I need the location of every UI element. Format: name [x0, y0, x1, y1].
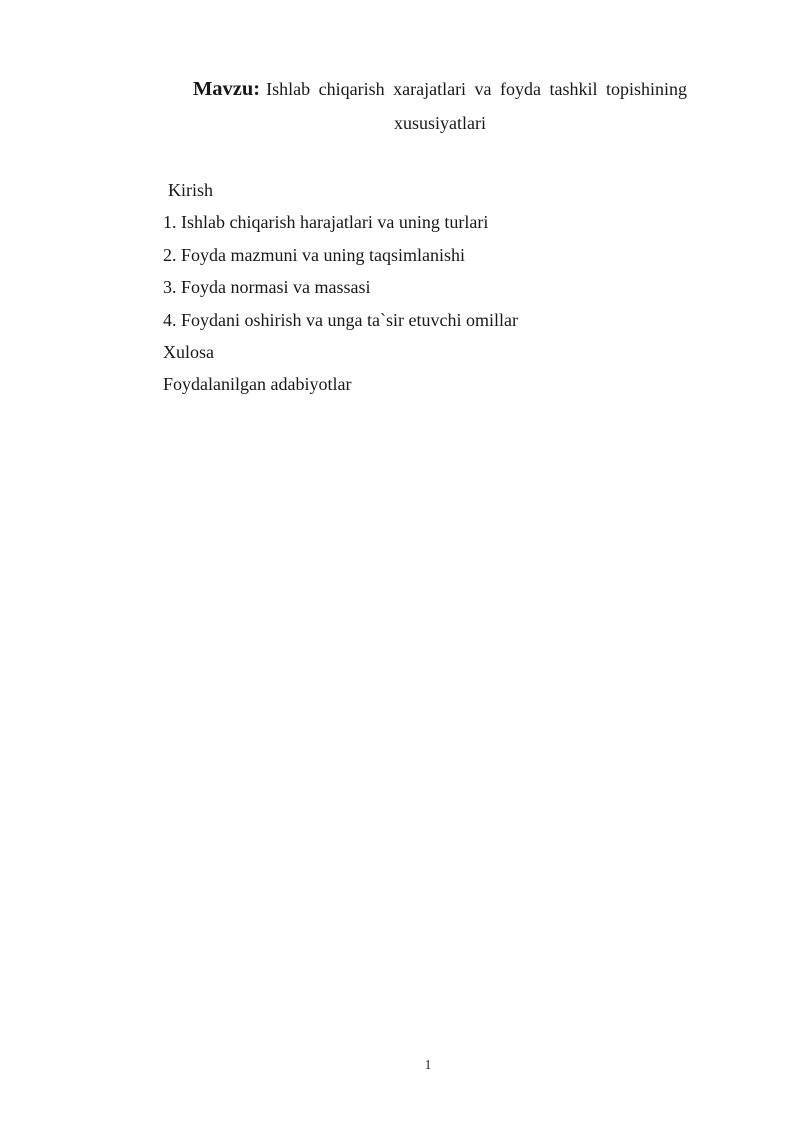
- toc-line-2: 2. Foyda mazmuni va uning taqsimlanishi: [163, 244, 465, 265]
- toc-line-xulosa: Xulosa: [163, 341, 214, 362]
- table-of-contents: [163, 174, 740, 401]
- toc-line-3: 3. Foyda normasi va massasi: [163, 277, 371, 298]
- document-title-text: Ishlab chiqarish xarajatlari va foyda tashkil topishining: [266, 79, 688, 99]
- document-title-prefix: Mavzu:: [192, 78, 261, 100]
- toc-line-kirish: Kirish: [168, 180, 213, 200]
- document-title-line2: xususiyatlari: [394, 113, 486, 133]
- document-title-line1: [160, 72, 720, 106]
- document-title: [160, 72, 720, 140]
- toc-line-1: 1. Ishlab chiqarish harajatlari va uning turlari: [163, 212, 489, 233]
- page-number: 1: [424, 1057, 432, 1072]
- toc-line-adabiyotlar: Foydalanilgan adabiyotlar: [163, 374, 352, 395]
- toc-line-4: 4. Foydani oshirish va unga ta`sir etuvchi omillar: [163, 309, 518, 330]
